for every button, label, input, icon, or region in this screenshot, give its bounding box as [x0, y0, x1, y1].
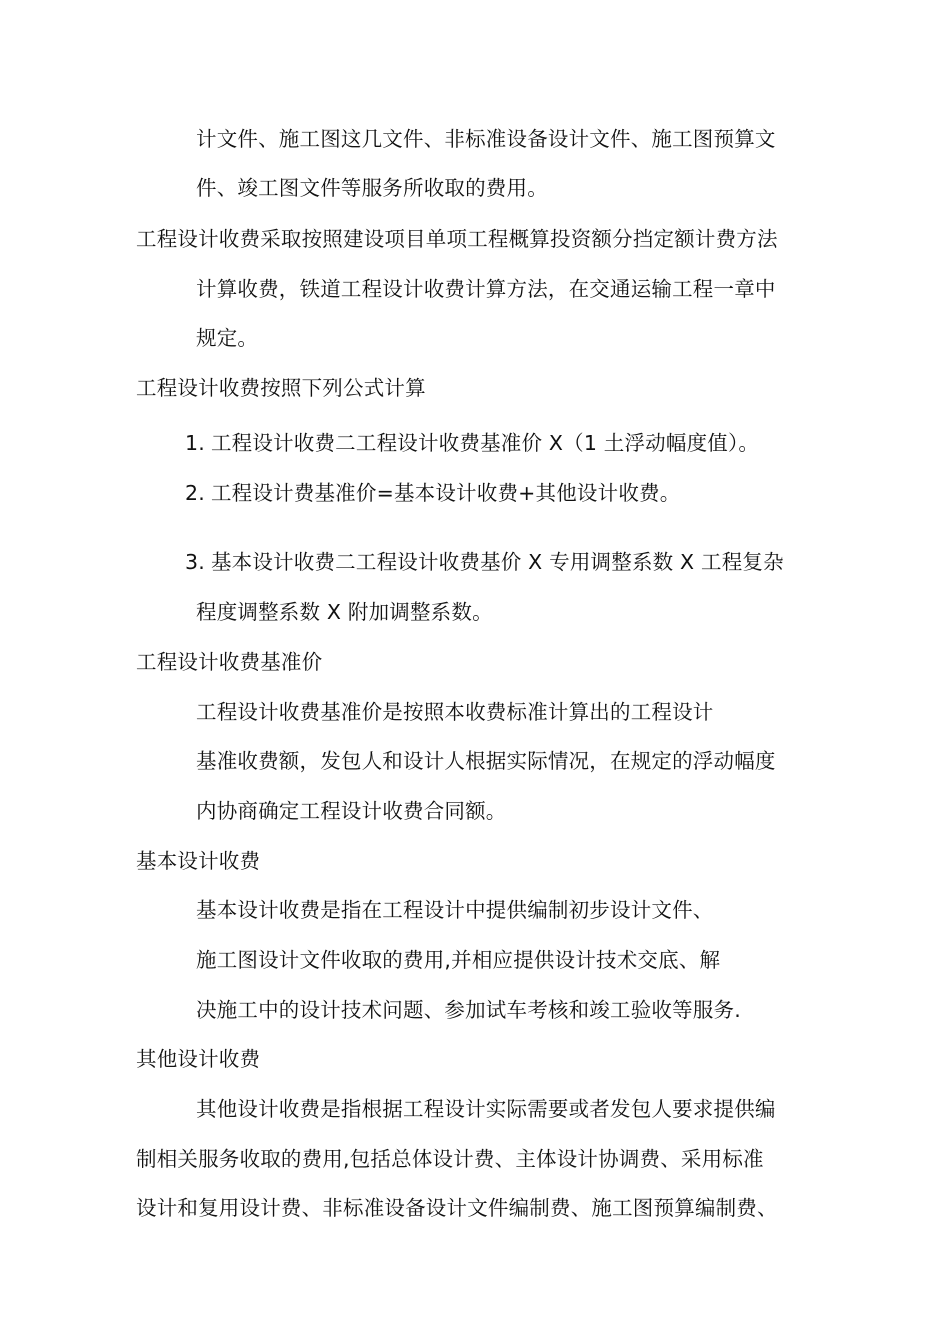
section-heading: 工程设计收费基准价 — [136, 650, 323, 674]
section-heading: 其他设计收费 — [136, 1047, 261, 1071]
formula-text: 基本设计收费二工程设计收费基价 X 专用调整系数 X 工程复杂 — [210, 550, 784, 574]
paragraph-line: 计文件、施工图这几文件、非标准设备设计文件、施工图预算文 — [196, 127, 776, 151]
formula-item — [185, 429, 759, 457]
paragraph-line: 其他设计收费是指根据工程设计实际需要或者发包人要求提供编 — [196, 1097, 776, 1121]
paragraph-line: 规定。 — [196, 326, 259, 350]
paragraph-line: 件、竣工图文件等服务所收取的费用。 — [196, 176, 548, 200]
paragraph-line: 制相关服务收取的费用,包括总体设计费、主体设计协调费、采用标准 — [136, 1147, 764, 1171]
formula-number: 1. — [185, 431, 205, 455]
paragraph-line: 决施工中的设计技术问题、参加试车考核和竣工验收等服务. — [196, 998, 741, 1022]
section-heading: 工程设计收费按照下列公式计算 — [136, 376, 426, 400]
paragraph-line: 计算收费，铁道工程设计收费计算方法，在交通运输工程一章中 — [196, 277, 776, 301]
formula-item — [185, 479, 680, 507]
formula-continuation: 程度调整系数 X 附加调整系数。 — [196, 600, 493, 624]
paragraph-line: 工程设计收费基准价是按照本收费标准计算出的工程设计 — [196, 700, 714, 724]
paragraph-line: 施工图设计文件收取的费用,并相应提供设计技术交底、解 — [196, 948, 721, 972]
formula-number: 3. — [185, 550, 205, 574]
formula-text: 工程设计费基准价=基本设计收费+其他设计收费。 — [210, 481, 681, 505]
formula-number: 2. — [185, 481, 205, 505]
paragraph-line: 基准收费额，发包人和设计人根据实际情况，在规定的浮动幅度 — [196, 749, 776, 773]
paragraph-line: 基本设计收费是指在工程设计中提供编制初步设计文件、 — [196, 898, 714, 922]
formula-item — [185, 548, 784, 576]
formula-text: 工程设计收费二工程设计收费基准价 X（1 土浮动幅度值）。 — [210, 431, 760, 455]
section-heading: 基本设计收费 — [136, 849, 261, 873]
paragraph-line: 设计和复用设计费、非标准设备设计文件编制费、施工图预算编制费、 — [136, 1196, 778, 1220]
paragraph-line: 工程设计收费采取按照建设项目单项工程概算投资额分挡定额计费方法 — [136, 227, 778, 251]
paragraph-line: 内协商确定工程设计收费合同额。 — [196, 799, 507, 823]
